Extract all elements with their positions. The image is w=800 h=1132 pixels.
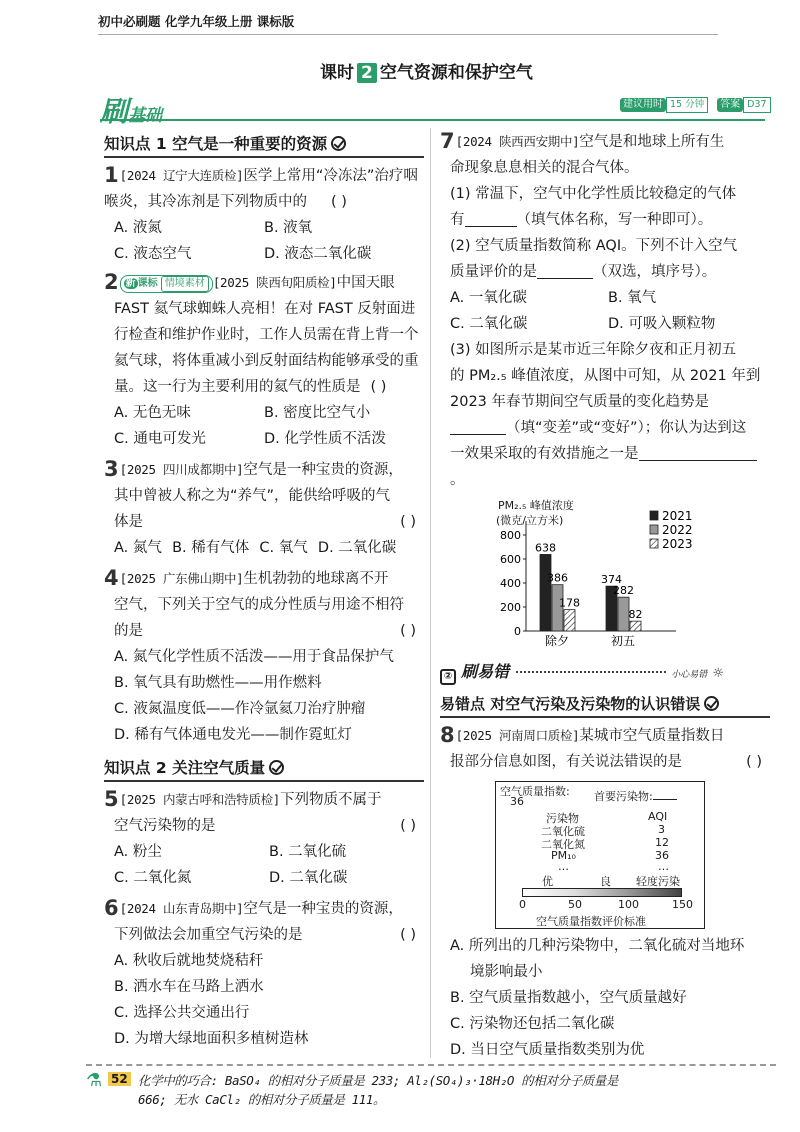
level-moderate: 良 bbox=[600, 875, 611, 888]
question-stem-start: 空气是一种宝贵的资源， bbox=[243, 462, 403, 478]
options bbox=[104, 215, 424, 267]
option-b[interactable]: B. 氧气具有助燃性——用作燃料 bbox=[114, 675, 322, 691]
answer-paren: ( ) bbox=[331, 194, 347, 210]
stem-line: 量。这一行为主要利用的氦气的性质是 bbox=[114, 379, 361, 395]
aqi-col-header: AQI bbox=[648, 810, 668, 823]
answer-paren: ( ) bbox=[400, 927, 416, 943]
question-8 bbox=[440, 722, 770, 1063]
question-source: [2025 四川成都期中] bbox=[119, 462, 244, 477]
header-rule bbox=[98, 34, 718, 35]
question-6 bbox=[104, 895, 424, 1052]
option-a[interactable]: A. 氮气化学性质不活泼——用于食品保护气 bbox=[114, 649, 394, 665]
option-b[interactable]: B. 洒水车在马路上洒水 bbox=[114, 979, 264, 995]
scale-tick: 150 bbox=[672, 898, 693, 911]
section-header-yicuo bbox=[440, 659, 770, 685]
bar-2022 bbox=[618, 597, 629, 631]
option-b[interactable]: B. 密度比空气小 bbox=[264, 405, 371, 421]
options bbox=[104, 839, 424, 891]
option-b[interactable]: B. 氧气 bbox=[608, 290, 657, 306]
pollutant-aqi: 12 bbox=[655, 836, 669, 849]
question-2 bbox=[104, 269, 424, 452]
question-1 bbox=[104, 162, 424, 267]
option-c[interactable]: C. 二氧化氮 bbox=[114, 870, 192, 886]
question-3 bbox=[104, 456, 424, 561]
option-a[interactable]: A. 秋收后就地焚烧秸秆 bbox=[114, 953, 264, 969]
scale-caption: 空气质量指数评价标准 bbox=[536, 915, 646, 928]
left-column bbox=[104, 132, 424, 1052]
ellipsis: … bbox=[558, 860, 569, 873]
option-a-cont: 境影响最小 bbox=[470, 964, 543, 980]
check-icon bbox=[331, 136, 346, 151]
option-c[interactable]: C. 污染物还包括二氧化碳 bbox=[450, 1016, 615, 1032]
question-source: [2024 辽宁大连质检] bbox=[119, 168, 244, 183]
option-c[interactable]: C. 选择公共交通出行 bbox=[114, 1005, 250, 1021]
badge-new-course: 新 课标 情境素材 bbox=[120, 275, 213, 293]
question-source: [2025 河南周口质检] bbox=[455, 728, 580, 743]
option-c[interactable]: C. 液氮温度低——作冷氩氦刀治疗肿瘤 bbox=[114, 701, 366, 717]
tip-line-2: 666; 无水 CaCl₂ 的相对分子质量是 111。 bbox=[138, 1092, 386, 1107]
stem-line: 命现象息息相关的混合气体。 bbox=[450, 160, 639, 176]
part-2-line: (2) 空气质量指数简称 AQI。下列不计入空气 bbox=[450, 238, 738, 254]
question-source: [2025 广东佛山期中] bbox=[119, 571, 244, 586]
option-a[interactable]: A. 氮气 bbox=[114, 540, 162, 556]
option-d[interactable]: D. 可吸入颗粒物 bbox=[608, 316, 716, 332]
section-label: 刷易错 bbox=[461, 662, 510, 681]
part-3-line: 的 PM₂.₅ 峰值浓度，从图中可知，从 2021 年到 bbox=[450, 368, 761, 384]
stem-line: 氦气球，将体重减小到反射面结构能够承受的重 bbox=[114, 353, 419, 369]
book-title: 初中必刷题 化学九年级上册 课标版 bbox=[98, 14, 295, 29]
pollutant-name: PM₁₀ bbox=[551, 849, 576, 862]
stem-line: 空气，下列关于空气的成分性质与用途不相符 bbox=[114, 597, 404, 613]
column-divider bbox=[430, 128, 431, 1058]
answer-paren: ( ) bbox=[370, 379, 387, 395]
pollutant-name: 二氧化硫 bbox=[541, 825, 585, 838]
pm25-chart bbox=[490, 497, 730, 647]
sun-icon: ☼ bbox=[712, 666, 725, 681]
legend-swatch bbox=[650, 525, 658, 534]
option-b[interactable]: B. 二氧化硫 bbox=[269, 844, 347, 860]
aqi-scale-bar bbox=[522, 888, 682, 897]
data-label: 638 bbox=[535, 541, 556, 555]
option-a[interactable]: A. 液氮 bbox=[114, 220, 162, 236]
pollutant-aqi: 3 bbox=[658, 823, 665, 836]
data-label: 374 bbox=[601, 573, 622, 587]
question-source: [2025 陕西旬阳质检] bbox=[212, 275, 337, 290]
question-stem-start: 某城市空气质量指数日 bbox=[579, 728, 725, 744]
question-7 bbox=[440, 128, 770, 493]
primary-pollutant-label: 首要污染物: bbox=[594, 788, 677, 804]
question-number: 4 bbox=[104, 566, 119, 590]
answer-blank-4[interactable] bbox=[639, 445, 757, 461]
pollutant-name: 二氧化氮 bbox=[541, 838, 585, 851]
section-underline bbox=[100, 119, 765, 121]
question-stem-start: 中国天眼 bbox=[336, 275, 395, 291]
data-label: 178 bbox=[559, 596, 580, 610]
bar-2023 bbox=[630, 621, 641, 631]
option-a[interactable]: A. 无色无味 bbox=[114, 405, 191, 421]
section-header-basic bbox=[100, 90, 162, 130]
option-c[interactable]: C. 氧气 bbox=[259, 540, 308, 556]
stem-line: FAST 氦气球蜘蛛人亮相！在对 FAST 反射面进 bbox=[114, 301, 416, 317]
answer-blank-2[interactable] bbox=[537, 263, 593, 279]
data-label: 282 bbox=[613, 584, 634, 598]
check-icon bbox=[704, 696, 719, 711]
knowledge-point-2-title: 知识点 2 关注空气质量 bbox=[104, 756, 424, 782]
chart-svg bbox=[490, 497, 730, 647]
question-stem-start: 空气是和地球上所有生 bbox=[579, 134, 725, 150]
answer-blank-1[interactable] bbox=[465, 211, 517, 227]
ellipsis: … bbox=[658, 860, 669, 873]
stem-line: 体是 bbox=[114, 514, 143, 530]
chart-title: PM₂.₅ 峰值浓度 bbox=[498, 499, 574, 512]
part-3-fill-suffix: （填“变差”或“变好”）；你认为达到这 bbox=[506, 420, 747, 436]
legend-label: 2023 bbox=[662, 537, 693, 551]
question-stem-start: 生机勃勃的地球离不开 bbox=[243, 571, 389, 587]
question-number: 5 bbox=[104, 787, 119, 811]
flask-icon: ⚗ bbox=[86, 1070, 103, 1091]
dotted-line bbox=[516, 671, 666, 673]
question-4 bbox=[104, 565, 424, 748]
answer-paren: ( ) bbox=[400, 623, 416, 639]
question-5 bbox=[104, 786, 424, 891]
option-d[interactable]: D. 化学性质不活泼 bbox=[264, 431, 386, 447]
option-d[interactable]: D. 液态二氧化碳 bbox=[264, 246, 372, 262]
part-3-last-suffix: 。 bbox=[450, 472, 465, 488]
stem-line: 行检查和维护作业时，工作人员需在背上背一个 bbox=[114, 327, 419, 343]
option-d[interactable]: D. 稀有气体通电发光——制作霓虹灯 bbox=[114, 727, 352, 743]
answer-blank-3[interactable] bbox=[450, 419, 506, 435]
option-b[interactable]: B. 液氧 bbox=[264, 220, 313, 236]
data-label: 82 bbox=[628, 608, 643, 622]
footer-tip bbox=[86, 1064, 776, 1110]
question-number: 1 bbox=[104, 163, 119, 187]
option-b[interactable]: B. 稀有气体 bbox=[172, 540, 250, 556]
option-d[interactable]: D. 当日空气质量指数类别为优 bbox=[450, 1042, 645, 1058]
page-number: 52 bbox=[108, 1072, 131, 1086]
y-tick-label: 400 bbox=[500, 577, 521, 590]
answer-paren: ( ) bbox=[400, 818, 416, 834]
time-badge: 建议用时 15 分钟 答案 D37 bbox=[620, 97, 771, 113]
decoration-text: 小心易错 bbox=[671, 670, 708, 680]
pen-icon: ② bbox=[440, 669, 456, 685]
bar-2023 bbox=[564, 610, 575, 631]
y-tick-label: 200 bbox=[500, 601, 521, 614]
option-d[interactable]: D. 二氧化碳 bbox=[317, 540, 397, 556]
option-c[interactable]: C. 液态空气 bbox=[114, 246, 192, 262]
check-icon bbox=[269, 760, 284, 775]
part-3-line: (3) 如图所示是某市近三年除夕夜和正月初五 bbox=[450, 342, 737, 358]
section-big-char: 刷 bbox=[100, 95, 129, 128]
pollutant-aqi: 36 bbox=[655, 849, 669, 862]
option-d[interactable]: D. 为增大绿地面积多植树造林 bbox=[114, 1031, 309, 1047]
part-1-suffix: （填气体名称，写一种即可）。 bbox=[516, 212, 713, 228]
bar-2021 bbox=[540, 554, 551, 631]
level-good: 优 bbox=[542, 875, 553, 888]
option-a[interactable]: A. 所列出的几种污染物中，二氧化硫对当地环 bbox=[450, 938, 745, 954]
question-source: [2025 内蒙古呼和浩特质检] bbox=[119, 792, 281, 807]
option-c[interactable]: C. 二氧化碳 bbox=[450, 316, 528, 332]
y-tick-label: 0 bbox=[514, 625, 521, 638]
category-label: 初五 bbox=[610, 634, 636, 647]
aqi-value: 36 bbox=[510, 795, 524, 808]
question-number: 3 bbox=[104, 457, 119, 481]
legend-swatch bbox=[650, 539, 658, 548]
aqi-label: 空气质量指数: bbox=[500, 785, 570, 798]
options bbox=[104, 535, 424, 561]
y-tick-label: 600 bbox=[500, 553, 521, 566]
data-label: 386 bbox=[547, 571, 568, 585]
lesson-title: 课时 2 空气资源和保护空气 bbox=[320, 63, 533, 83]
tip-line-1: 化学中的巧合: BaSO₄ 的相对分子质量是 233; Al₂(SO₄)₃·18H₂O 的相对分子质量是 bbox=[138, 1073, 618, 1088]
legend-label: 2021 bbox=[662, 509, 693, 523]
part-3-last-prefix: 一效果采取的有效措施之一是 bbox=[450, 446, 639, 462]
chart-ylabel: (微克/立方米) bbox=[496, 514, 564, 527]
part-2-prefix: 质量评价的是 bbox=[450, 264, 537, 280]
knowledge-point-1-title: 知识点 1 空气是一种重要的资源 bbox=[104, 132, 424, 158]
legend-swatch bbox=[650, 511, 658, 520]
y-tick-label: 800 bbox=[500, 529, 521, 542]
lesson-number: 2 bbox=[357, 63, 377, 83]
question-stem: 医学上常用“冷冻法”治疗咽喉炎，其冷冻剂是下列物质中的 bbox=[104, 168, 418, 210]
part-3-line: 2023 年春节期间空气质量的变化趋势是 bbox=[450, 394, 710, 410]
legend-label: 2022 bbox=[662, 523, 693, 537]
question-stem-start: 空气是一种宝贵的资源， bbox=[243, 901, 403, 917]
option-a[interactable]: A. 一氧化碳 bbox=[450, 290, 527, 306]
answer-paren: ( ) bbox=[746, 754, 762, 770]
question-source: [2024 山东青岛期中] bbox=[119, 901, 244, 916]
aqi-report-box bbox=[495, 781, 705, 929]
question-number: 7 bbox=[440, 129, 455, 153]
stem-line: 报部分信息如图，有关说法错误的是 bbox=[450, 754, 682, 770]
part-1-line: (1) 常温下，空气中化学性质比较稳定的气体 bbox=[450, 186, 737, 202]
question-number: 2 bbox=[104, 270, 119, 294]
level-light-pollution: 轻度污染 bbox=[636, 875, 680, 888]
stem-line: 其中曾被人称之为“养气”，能供给呼吸的气 bbox=[114, 488, 391, 504]
option-c[interactable]: C. 通电可发光 bbox=[114, 431, 206, 447]
part-2-suffix: （双选，填序号）。 bbox=[593, 264, 717, 280]
pollutant-col-header: 污染物 bbox=[546, 812, 579, 825]
options bbox=[104, 400, 424, 452]
scale-tick: 50 bbox=[568, 898, 582, 911]
question-number: 8 bbox=[440, 723, 455, 747]
category-label: 除夕 bbox=[544, 634, 570, 647]
option-a[interactable]: A. 粉尘 bbox=[114, 844, 162, 860]
stem-line: 空气污染物的是 bbox=[114, 818, 216, 834]
error-point-title: 易错点 对空气污染及污染物的认识错误 bbox=[440, 693, 770, 718]
option-d[interactable]: D. 二氧化碳 bbox=[269, 870, 348, 886]
scale-tick: 0 bbox=[519, 898, 526, 911]
part-1-prefix: 有 bbox=[450, 212, 465, 228]
answer-paren: ( ) bbox=[400, 514, 416, 530]
stem-line: 下列做法会加重空气污染的是 bbox=[114, 927, 303, 943]
question-stem-start: 下列物质不属于 bbox=[280, 792, 382, 808]
option-b[interactable]: B. 空气质量指数越小，空气质量越好 bbox=[450, 990, 687, 1006]
question-number: 6 bbox=[104, 896, 119, 920]
section-small: 基础 bbox=[128, 106, 163, 126]
right-column bbox=[440, 128, 770, 1063]
scale-tick: 100 bbox=[618, 898, 639, 911]
stem-line: 的是 bbox=[114, 623, 143, 639]
question-source: [2024 陕西西安期中] bbox=[455, 134, 580, 149]
options bbox=[440, 285, 770, 337]
